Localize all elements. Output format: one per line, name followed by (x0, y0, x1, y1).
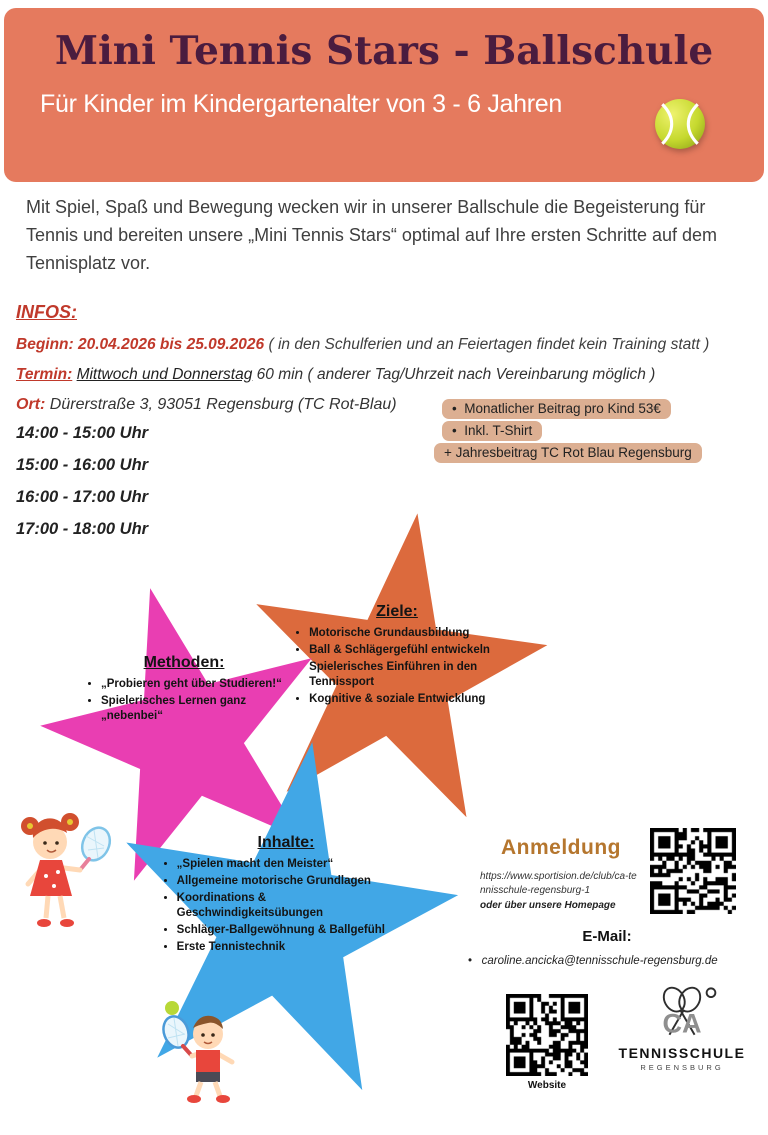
registration-url[interactable]: https://www.sportision.de/club/ca-tennisschule-regensburg-1 (480, 871, 637, 896)
logo-name: TENNISSCHULE (618, 1045, 746, 1061)
inhalte-list (162, 857, 411, 955)
beginn-line (16, 336, 709, 354)
price-club-fee: + Jahresbeitrag TC Rot Blau Regensburg (434, 443, 702, 463)
ziele-item: • Ball & Schlägergefühl entwickeln (309, 643, 500, 658)
methoden-heading: Methoden: (143, 654, 225, 671)
tennisschule-logo (612, 984, 752, 1072)
time-slot: 16:00 - 17:00 Uhr (16, 488, 149, 506)
termin-note: ( anderer Tag/Uhrzeit nach Vereinbarung möglich ) (307, 366, 656, 383)
anmeldung-section (480, 836, 642, 911)
logo-city: REGENSBURG (640, 1063, 724, 1072)
email-section (468, 928, 746, 967)
methoden-item: • Spielerisches Lernen ganz „nebenbei“ (101, 694, 282, 724)
beginn-note: ( in den Schulferien und an Feiertagen findet kein Training statt ) (268, 336, 710, 353)
ziele-item: • Motorische Grundausbildung (309, 626, 500, 641)
logo-initials: CA (662, 1008, 702, 1039)
website-qr-code (506, 994, 588, 1076)
crossed-rackets-icon (630, 984, 734, 1042)
price-tshirt: • Inkl. T-Shirt (442, 421, 542, 441)
website-label: Website (527, 1080, 567, 1091)
email-label: E-Mail: (582, 928, 632, 945)
termin-label: Termin: (16, 366, 73, 383)
time-slot: 15:00 - 16:00 Uhr (16, 456, 149, 474)
anmeldung-note: oder über unsere Homepage (480, 900, 616, 911)
anmeldung-heading: Anmeldung (501, 836, 621, 859)
girl-with-racket-illustration (12, 810, 116, 938)
methoden-text (86, 654, 282, 726)
inhalte-item: • Koordinations & Geschwindigkeitsübungen (177, 891, 411, 921)
termin-duration: 60 min (256, 366, 304, 383)
time-slot-list (16, 424, 148, 552)
ziele-text (294, 603, 500, 709)
time-slot: 17:00 - 18:00 Uhr (16, 520, 149, 538)
ziele-list (294, 626, 500, 707)
tennis-ball-icon (654, 98, 706, 150)
ziele-item: • Kognitive & soziale Entwicklung (309, 692, 500, 707)
anmeldung-qr-code (650, 828, 736, 914)
inhalte-item: • Erste Tennistechnik (177, 940, 411, 955)
inhalte-item: • Schläger-Ballgewöhnung & Ballgefühl (177, 923, 411, 938)
ziele-item: • Spielerisches Einführen in den Tennissport (309, 660, 500, 690)
pricing-box (434, 399, 716, 465)
methoden-list (86, 677, 282, 724)
termin-line (16, 366, 655, 384)
inhalte-item: • Allgemeine motorische Grundlagen (177, 874, 411, 889)
infos-heading: INFOS: (16, 302, 77, 322)
boy-with-racket-illustration (146, 998, 262, 1104)
ort-line (16, 396, 397, 414)
intro-paragraph: Mit Spiel, Spaß und Bewegung wecken wir in unserer Ballschule die Begeisterung für Tennis und bereiten unsere „Mini Tennis Stars“ optimal auf Ihre ersten Schritte auf dem Tennisplatz vor. (26, 197, 718, 273)
page-subtitle: Für Kinder im Kindergartenalter von 3 - 6 Jahren (40, 90, 562, 118)
price-monthly: • Monatlicher Beitrag pro Kind 53€ (442, 399, 671, 419)
inhalte-item: • „Spielen macht den Meister“ (177, 857, 411, 872)
ort-label: Ort: (16, 396, 46, 413)
inhalte-text (162, 834, 411, 957)
beginn-dates: 20.04.2026 bis 25.09.2026 (78, 336, 265, 353)
page-title: Mini Tennis Stars - Ballschule (54, 28, 714, 74)
methoden-item: • „Probieren geht über Studieren!“ (101, 677, 282, 692)
inhalte-heading: Inhalte: (257, 834, 315, 852)
header-banner (4, 8, 764, 182)
ort-value: Dürerstraße 3, 93051 Regensburg (TC Rot-Blau) (49, 396, 397, 413)
ziele-heading: Ziele: (376, 603, 418, 621)
time-slot: 14:00 - 15:00 Uhr (16, 424, 149, 442)
termin-days: Mittwoch und Donnerstag (76, 366, 253, 383)
beginn-label: Beginn: (16, 336, 74, 353)
email-address[interactable]: • caroline.ancicka@tennisschule-regensburg.de (468, 955, 746, 967)
